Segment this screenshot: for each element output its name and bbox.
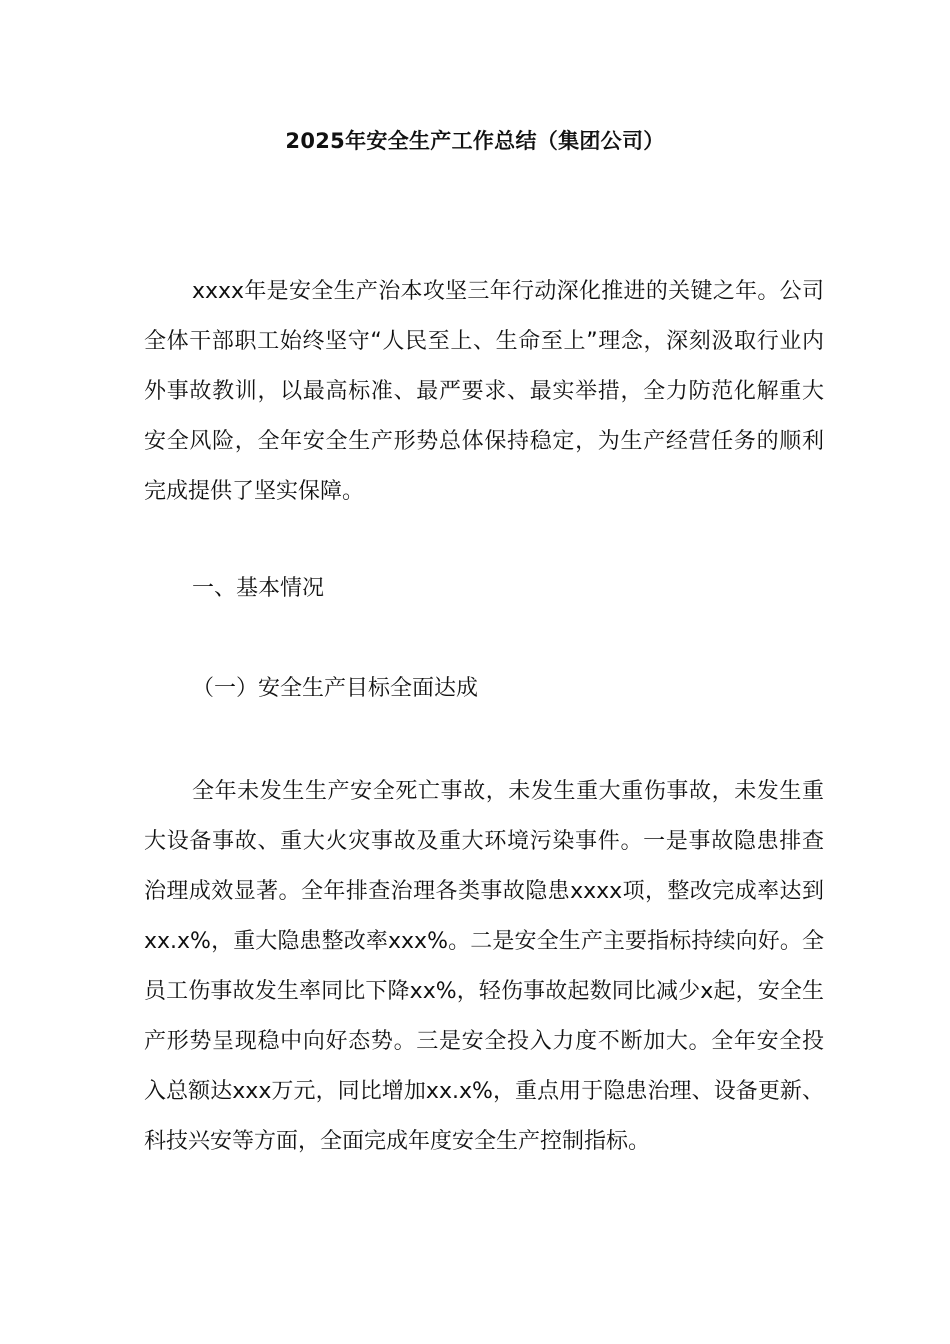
safety-goals-paragraph: 全年未发生生产安全死亡事故，未发生重大重伤事故，未发生重大设备事故、重大火灾事故及重大环境污染事件。一是事故隐患排查治理成效显著。全年排查治理各类事故隐患xxxx项，整改完成率达到xx.x%，重大隐患整改率xxx%。二是安全生产主要指标持续向好。全员工伤事故发生率同比下降xx%，轻伤事故起数同比减少x起，安全生产形势呈现稳中向好态势。三是安全投入力度不断加大。全年安全投入总额达xxx万元，同比增加xx.x%，重点用于隐患治理、设备更新、科技兴安等方面，全面完成年度安全生产控制指标。: [144, 779, 824, 1154]
section-heading-basic-situation: 一、基本情况: [192, 576, 325, 601]
intro-paragraph: xxxx年是安全生产治本攻坚三年行动深化推进的关键之年。公司全体干部职工始终坚守“人民至上、生命至上”理念，深刻汲取行业内外事故教训，以最高标准、最严要求、最实举措，全力防范化解重大安全风险，全年安全生产形势总体保持稳定，为生产经营任务的顺利完成提供了坚实保障。: [144, 279, 824, 504]
document-title: 2025年安全生产工作总结（集团公司）: [285, 129, 665, 153]
subsection-heading-safety-goals: （一）安全生产目标全面达成: [192, 676, 479, 701]
